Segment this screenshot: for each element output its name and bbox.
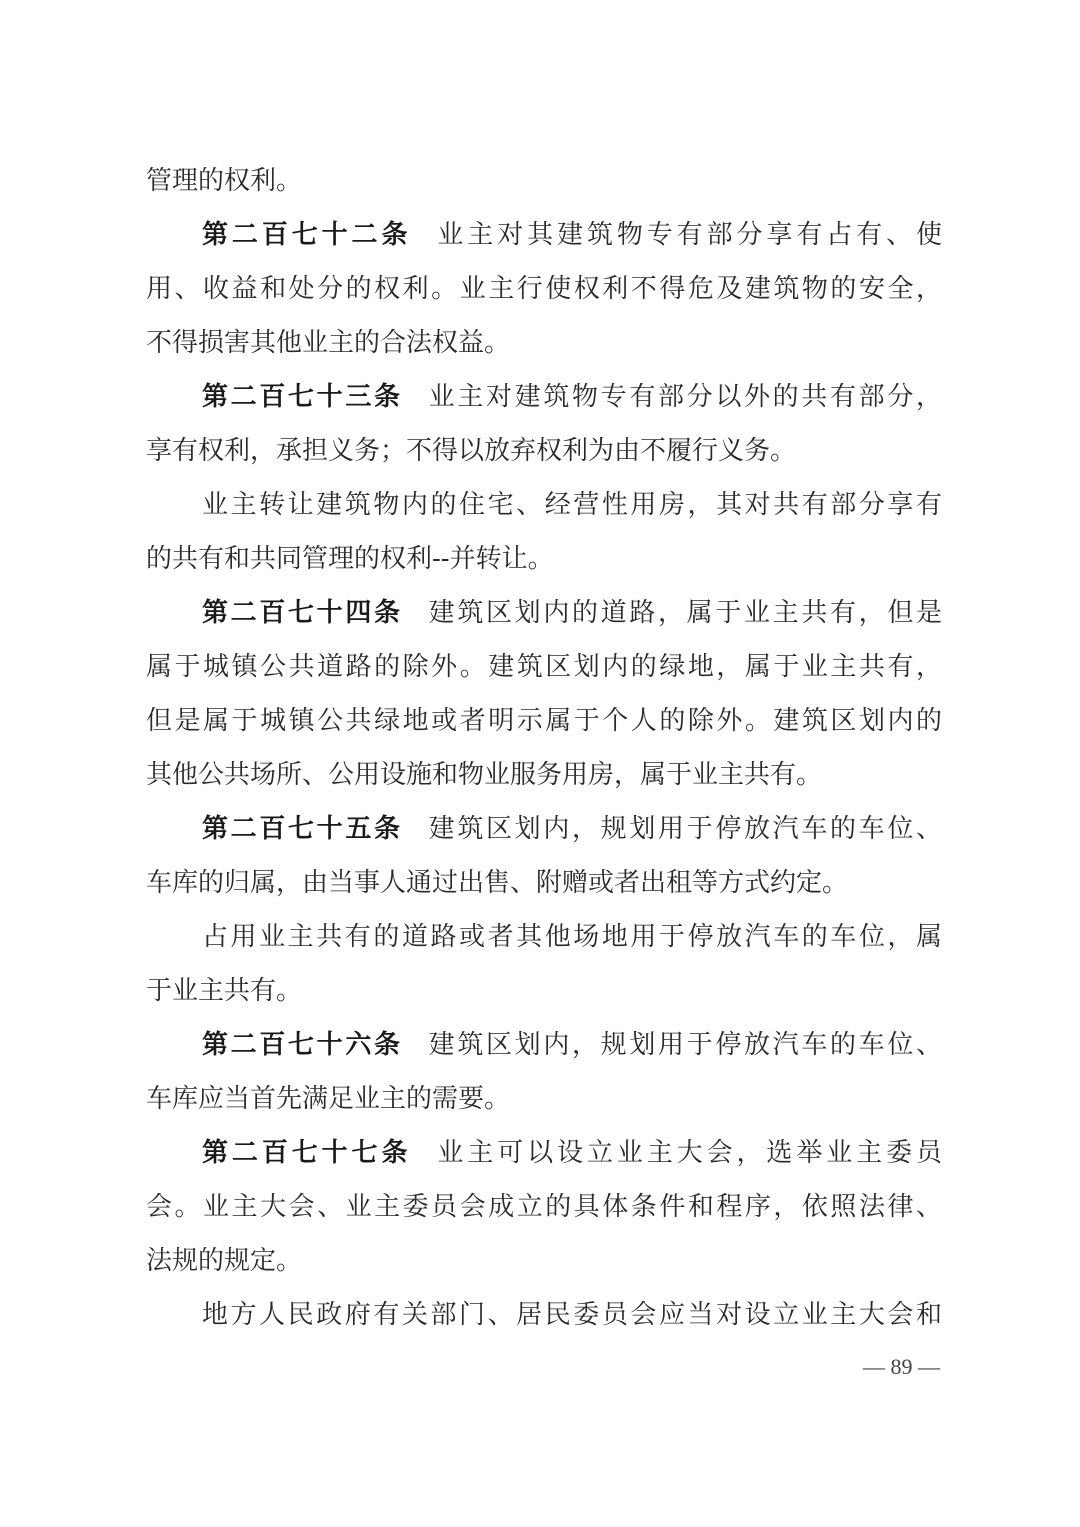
text-line-6 xyxy=(146,434,942,468)
line-text: 其他公共场所、公用设施和物业服务用房，属于业主共有。 xyxy=(146,760,823,790)
article-272-heading-line xyxy=(202,218,942,252)
text-line-18 xyxy=(146,1082,942,1116)
text-line-20 xyxy=(146,1190,942,1224)
page-number: — 89 — xyxy=(863,1354,940,1379)
line-text: 占用业主共有的道路或者其他场地用于停放汽车的车位，属 xyxy=(202,922,942,952)
text-line-7 xyxy=(202,488,942,522)
text-line-14 xyxy=(146,866,942,900)
article-number: 第二百七十六条 xyxy=(202,1030,403,1060)
article-number: 第二百七十三条 xyxy=(202,382,403,412)
text-line-3 xyxy=(146,272,942,306)
article-number: 第二百七十七条 xyxy=(202,1138,412,1168)
text-line-16 xyxy=(146,974,942,1008)
text-line-1 xyxy=(146,164,942,198)
line-text: 业主可以设立业主大会，选举业主委员 xyxy=(437,1138,942,1168)
line-text: 用、收益和处分的权利。业主行使权利不得危及建筑物的安全， xyxy=(146,274,942,304)
line-text: 属于城镇公共道路的除外。建筑区划内的绿地，属于业主共有， xyxy=(146,652,942,682)
line-text: 车库应当首先满足业主的需要。 xyxy=(146,1084,511,1114)
line-text: 建筑区划内，规划用于停放汽车的车位、 xyxy=(428,1030,942,1060)
line-text: 于业主共有。 xyxy=(146,976,303,1006)
line-text: 业主对其建筑物专有部分享有占有、使 xyxy=(437,220,942,250)
article-276-heading-line xyxy=(202,1028,942,1062)
text-line-10 xyxy=(146,650,942,684)
text-line-22 xyxy=(202,1298,942,1332)
text-line-8 xyxy=(146,542,942,576)
article-275-heading-line xyxy=(202,812,942,846)
article-273-heading-line xyxy=(202,380,942,414)
line-text: 建筑区划内，规划用于停放汽车的车位、 xyxy=(428,814,942,844)
line-text: 会。业主大会、业主委员会成立的具体条件和程序，依照法律、 xyxy=(146,1192,942,1222)
article-number: 第二百七十四条 xyxy=(202,598,403,628)
line-text: 车库的归属，由当事人通过出售、附赠或者出租等方式约定。 xyxy=(146,868,849,898)
article-274-heading-line xyxy=(202,596,942,630)
article-number: 第二百七十二条 xyxy=(202,220,412,250)
line-text: 业主对建筑物专有部分以外的共有部分， xyxy=(428,382,942,412)
line-text: 的共有和共同管理的权利--并转让。 xyxy=(146,544,554,574)
text-line-12 xyxy=(146,758,942,792)
line-text: 业主转让建筑物内的住宅、经营性用房，其对共有部分享有 xyxy=(202,490,942,520)
article-number: 第二百七十五条 xyxy=(202,814,403,844)
article-277-heading-line xyxy=(202,1136,942,1170)
text-line-11 xyxy=(146,704,942,738)
text-line-4 xyxy=(146,326,942,360)
text-line-21 xyxy=(146,1244,942,1278)
line-text: 享有权利，承担义务；不得以放弃权利为由不履行义务。 xyxy=(146,436,797,466)
line-text: 建筑区划内的道路，属于业主共有，但是 xyxy=(428,598,942,628)
line-text: 但是属于城镇公共绿地或者明示属于个人的除外。建筑区划内的 xyxy=(146,706,942,736)
line-text: 管理的权利。 xyxy=(146,166,303,196)
line-text: 法规的规定。 xyxy=(146,1246,303,1276)
line-text: 不得损害其他业主的合法权益。 xyxy=(146,328,511,358)
line-text: 地方人民政府有关部门、居民委员会应当对设立业主大会和 xyxy=(202,1300,942,1330)
text-line-15 xyxy=(202,920,942,954)
